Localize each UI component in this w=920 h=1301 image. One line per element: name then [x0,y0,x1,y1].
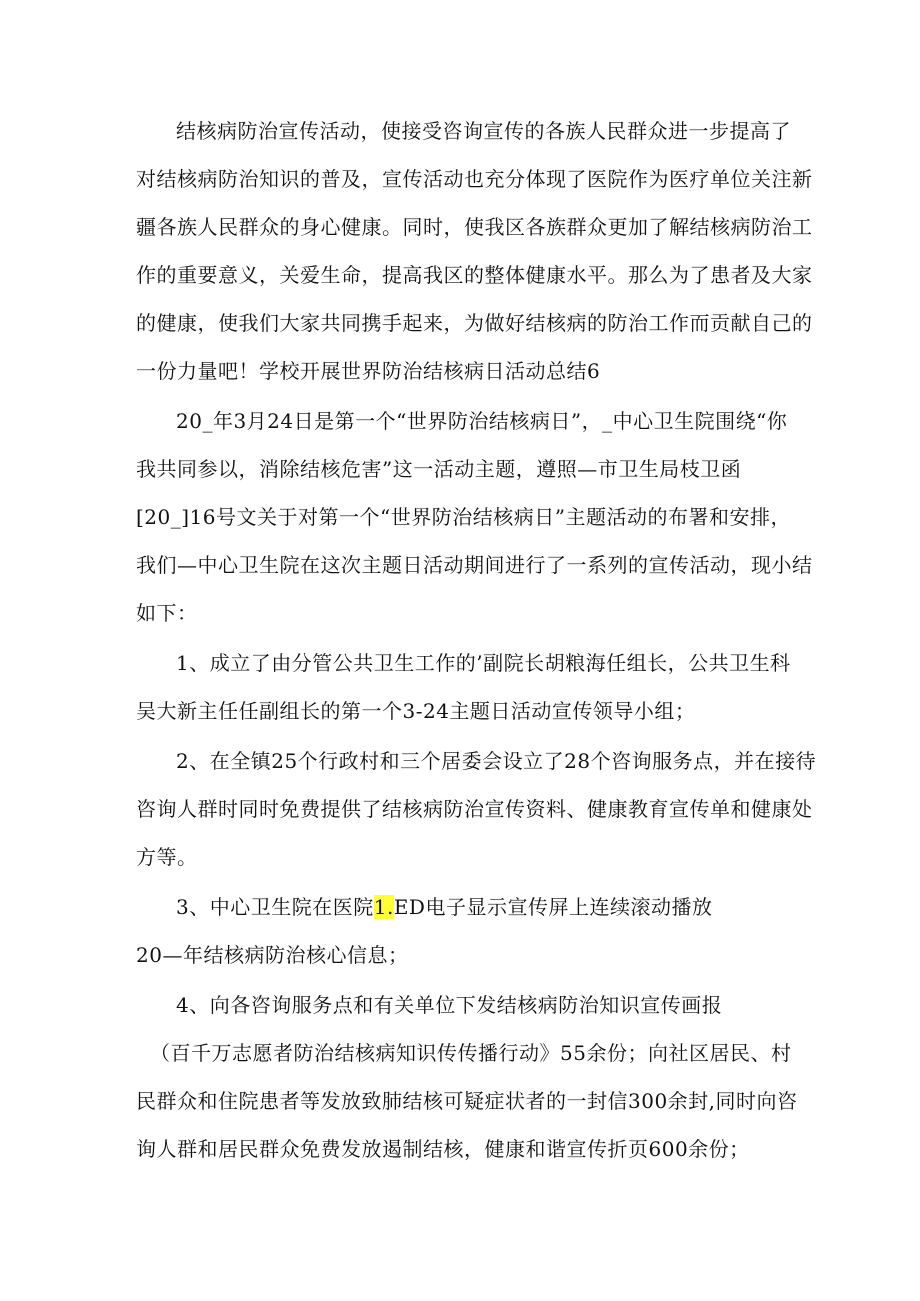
highlighted-text: 1. [373,895,394,919]
paragraph-line: 20_年3月24日是第一个“世界防治结核病日”，_中心卫生院围绕“你 [176,409,788,433]
list-item-2-line: 2、在全镇25个行政村和三个居委会设立了28个咨询服务点，并在接待 [176,749,817,773]
list-item-4-line: 4、向各咨询服务点和有关单位下发结核病防治知识宣传画报 [176,993,723,1017]
paragraph-line: [20_]16号文关于对第一个“世界防治结核病日”主题活动的布署和安排， [136,505,791,529]
list-item-2-line: 咨询人群时同时免费提供了结核病防治宣传资料、健康教育宣传单和健康处 [136,797,813,821]
paragraph-line: 作的重要意义，关爱生命，提高我区的整体健康水平。那么为了患者及大家 [136,263,813,287]
paragraph-line: 的健康，使我们大家共同携手起来，为做好结核病的防治工作而贡献自己的 [136,311,813,335]
list-item-3-line [176,892,796,922]
paragraph-line: 我共同参以，消除结核危害”这一活动主题，遵照—市卫生局枝卫函 [136,457,742,481]
paragraph-line: 一份力量吧！学校开展世界防治结核病日活动总结6 [136,359,601,383]
paragraph-line: 对结核病防治知识的普及，宣传活动也充分体现了医院作为医疗单位关注新 [136,167,813,191]
paragraph-line: 如下： [136,601,198,625]
list-item-4-line: 询人群和居民群众免费发放遏制结核，健康和谐宣传折页600余份； [136,1137,750,1161]
list-item-1-line: 1、成立了由分管公共卫生工作的’副院长胡粮海任组长，公共卫生科 [176,651,791,675]
paragraph-line: 疆各族人民群众的身心健康。同时，使我区各族群众更加了解结核病防治工 [136,215,813,239]
list-item-4-line: 民群众和住院患者等发放致肺结核可疑症状者的一封信300余封,同时向咨 [136,1089,798,1113]
list-item-1-line: 吴大新主任任副组长的第一个3-24主题日活动宣传领导小组； [136,699,696,723]
list-item-3-line: 20—年结核病防治核心信息； [136,943,409,967]
list-item-3-text: 3、中心卫生院在医院 [176,895,374,919]
list-item-2-line: 方等。 [136,845,198,869]
list-item-4-line: （百千万志愿者防治结核病知识传传播行动》55余份；向社区居民、村 [150,1041,792,1065]
list-item-3-text-cont: ED电子显示宣传屏上连续滚动播放 [393,895,713,919]
paragraph-line: 结核病防治宣传活动，使接受咨询宣传的各族人民群众进一步提高了 [176,119,791,143]
paragraph-line: 我们—中心卫生院在这次主题日活动期间进行了一系列的宣传活动，现小结 [136,553,813,577]
